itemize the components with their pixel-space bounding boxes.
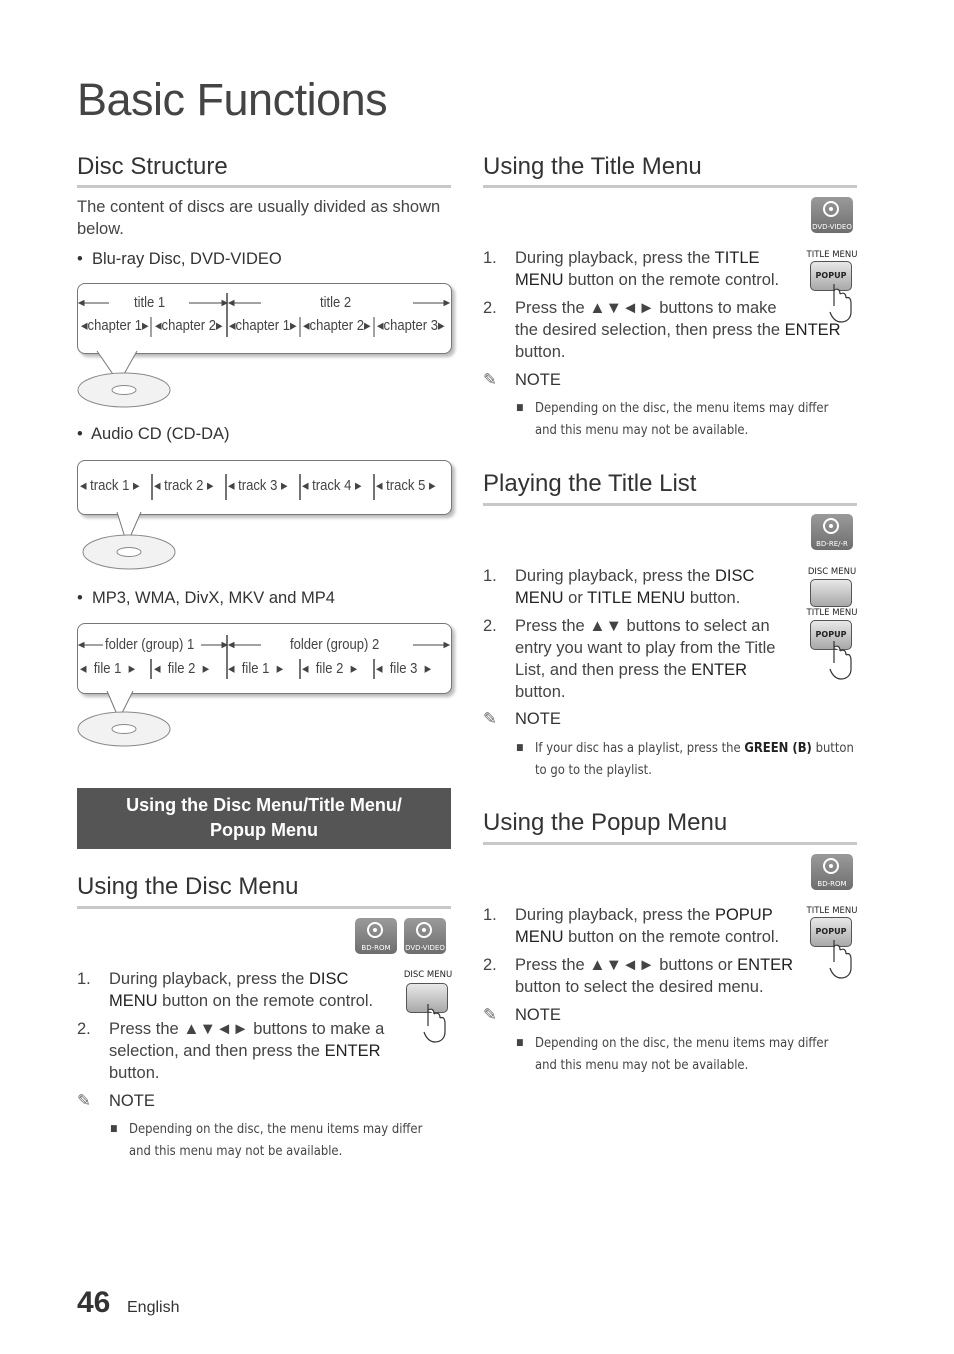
page-number: 46: [77, 1286, 111, 1319]
bd-re-r-icon: BD-RE/-R: [811, 514, 853, 550]
audio-track: ◂ track 3 ▸: [228, 478, 288, 494]
pencil-icon: ✎: [77, 1092, 91, 1110]
disc-menu-note: ■ Depending on the disc, the menu items may differ and this menu may not be available.: [110, 1121, 423, 1159]
section-rule: [77, 185, 451, 188]
remote-title-menu-icon: TITLE MENU POPUP: [804, 250, 860, 314]
bullet-audio-cd: • Audio CD (CD-DA): [77, 425, 230, 443]
disc-menu-note-label: ✎ NOTE: [77, 1092, 155, 1110]
section-rule: [483, 185, 857, 188]
mp3-file: ◂ file 2 ▸: [302, 661, 358, 677]
bluray-chapter: ◂chapter 2▸: [303, 318, 371, 334]
subheading-banner: Using the Disc Menu/Title Menu/ Popup Menu: [77, 788, 451, 849]
remote-disc-menu-icon: DISC MENU: [400, 970, 456, 1034]
popup-menu-heading: Using the Popup Menu: [483, 809, 728, 836]
disc-structure-intro: The content of discs are usually divided as shown below.: [77, 198, 441, 238]
pencil-icon: ✎: [483, 1006, 497, 1024]
bullet-bluray: • Blu-ray Disc, DVD-VIDEO: [77, 250, 282, 268]
mp3-folder-1: folder (group) 1: [105, 637, 195, 653]
mp3-folder-2: folder (group) 2: [290, 637, 380, 653]
bluray-chapter: ◂chapter 1▸: [81, 318, 149, 334]
remote-disc-title-menu-icon: DISC MENU TITLE MENU POPUP: [804, 567, 860, 687]
pencil-icon: ✎: [483, 371, 497, 389]
title-menu-note: ■ Depending on the disc, the menu items may differ and this menu may not be available.: [516, 400, 829, 438]
section-rule: [483, 503, 857, 506]
title-list-heading: Playing the Title List: [483, 470, 697, 497]
mp3-file: ◂ file 1 ▸: [80, 661, 136, 677]
bullet-mp3: • MP3, WMA, DivX, MKV and MP4: [77, 589, 335, 607]
popup-menu-note-label: ✎ NOTE: [483, 1006, 561, 1024]
disc-menu-heading: Using the Disc Menu: [77, 873, 299, 900]
mp3-file: ◂ file 3 ▸: [376, 661, 432, 677]
bluray-chapter: ◂chapter 2▸: [155, 318, 223, 334]
audio-track: ◂ track 2 ▸: [154, 478, 214, 494]
dvd-video-icon: DVD-VIDEO: [811, 197, 853, 233]
popup-menu-note: ■ Depending on the disc, the menu items may differ and this menu may not be available.: [516, 1035, 829, 1073]
disc-structure-heading: Disc Structure: [77, 153, 228, 180]
page-title: Basic Functions: [77, 74, 388, 125]
pencil-icon: ✎: [483, 710, 497, 728]
dvd-video-icon: DVD-VIDEO: [404, 918, 446, 954]
audio-track: ◂ track 4 ▸: [302, 478, 362, 494]
title-list-note: ■ If your disc has a playlist, press the GREEN (B) button to go to the playlist.: [516, 740, 854, 778]
bluray-chapter: ◂chapter 1▸: [229, 318, 297, 334]
mp3-file: ◂ file 1 ▸: [228, 661, 284, 677]
bd-rom-icon: BD-ROM: [811, 854, 853, 890]
section-rule: [77, 906, 451, 909]
page-language: English: [127, 1299, 180, 1316]
bd-rom-icon: BD-ROM: [355, 918, 397, 954]
audio-track: ◂ track 5 ▸: [376, 478, 436, 494]
section-rule: [483, 842, 857, 845]
title-list-note-label: ✎ NOTE: [483, 710, 561, 728]
bluray-title-1: title 1: [134, 295, 166, 311]
audio-track: ◂ track 1 ▸: [80, 478, 140, 494]
mp3-file: ◂ file 2 ▸: [154, 661, 210, 677]
remote-popup-menu-icon: TITLE MENU POPUP: [804, 906, 860, 970]
title-menu-note-label: ✎ NOTE: [483, 371, 561, 389]
bluray-chapter: ◂chapter 3▸: [377, 318, 445, 334]
title-menu-heading: Using the Title Menu: [483, 153, 702, 180]
bluray-title-2: title 2: [320, 295, 352, 311]
